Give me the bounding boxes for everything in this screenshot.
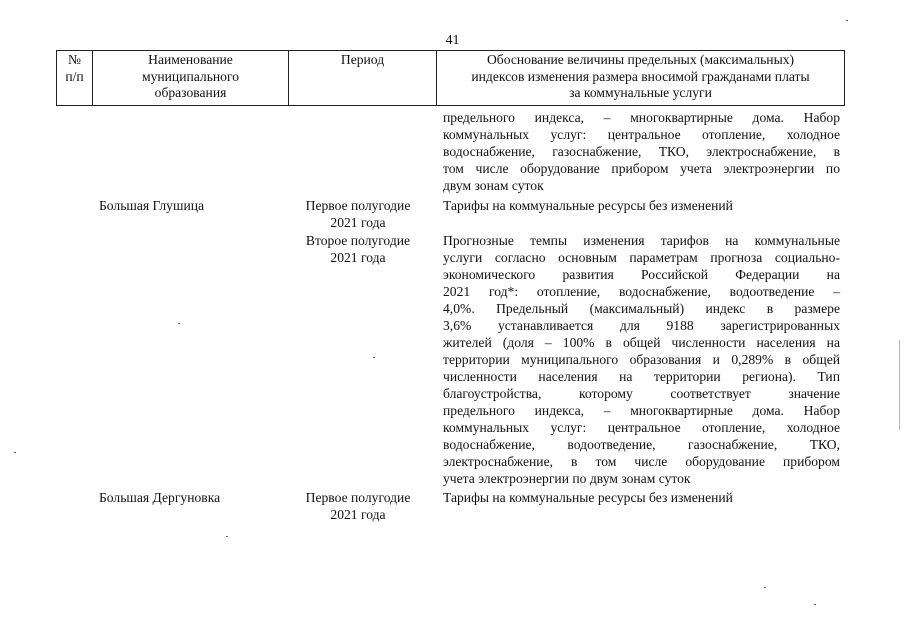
header-municipality-column: Наименование муниципального образования bbox=[93, 51, 289, 105]
scan-speck bbox=[226, 536, 228, 537]
scan-speck bbox=[846, 20, 848, 21]
header-period-column: Период bbox=[289, 51, 437, 105]
page-number: 41 bbox=[445, 33, 460, 48]
period-cell: Первое полугодие 2021 года bbox=[305, 490, 411, 522]
scan-speck bbox=[14, 452, 16, 453]
justification-text: Прогнозные темпы изменения тарифов на коммунальные услуги согласно основным параметрам прогноза социально- экономического развития Российской Федерации на 2021 год*: отопление, водоснабжение, водоотведение – 4,0%. Предельный (максимальный) индекс в размере 3,6% устанавливается для 9188 зарегистрированных жителей (доля – 100% в общей численности населения на территории муниципального образования и 0,289% в общей численности населения на территории региона). Тип благоустройства, которому соответствует значение предельного индекса, – многоквартирные дома. Набор коммунальных услуг: центральное отопление, холодное водоснабжение, водоотведение, газоснабжение, ТКО, электроснабжение, в том числе оборудование прибором учета электроэнергии по двум зонам суток bbox=[443, 233, 840, 486]
scan-edge-line bbox=[899, 340, 900, 430]
table-header bbox=[56, 50, 845, 106]
municipality-name: Большая Глушица bbox=[99, 198, 205, 213]
period-cell: Первое полугодие 2021 года bbox=[305, 198, 411, 230]
scan-speck bbox=[814, 604, 816, 605]
justification-text: Тарифы на коммунальные ресурсы без изменений bbox=[443, 490, 733, 505]
header-justification-column: Обоснование величины предельных (максимальных) индексов изменения размера вносимой гражданами платы за коммунальные услуги bbox=[471, 52, 810, 100]
header-number-column: № п/п bbox=[57, 51, 93, 105]
justification-text: Тарифы на коммунальные ресурсы без изменений bbox=[443, 198, 733, 213]
scan-speck bbox=[764, 587, 766, 588]
period-cell: Второе полугодие 2021 года bbox=[305, 233, 411, 265]
scan-speck bbox=[178, 323, 180, 324]
scan-speck bbox=[373, 357, 375, 358]
continuation-text: предельного индекса, – многоквартирные дома. Набор коммунальных услуг: центральное отопление, холодное водоснабжение, газоснабжение, ТКО, электроснабжение, в том числе оборудование прибором учета электроэнергии по двум зонам суток bbox=[443, 110, 840, 193]
municipality-name: Большая Дергуновка bbox=[99, 490, 221, 505]
